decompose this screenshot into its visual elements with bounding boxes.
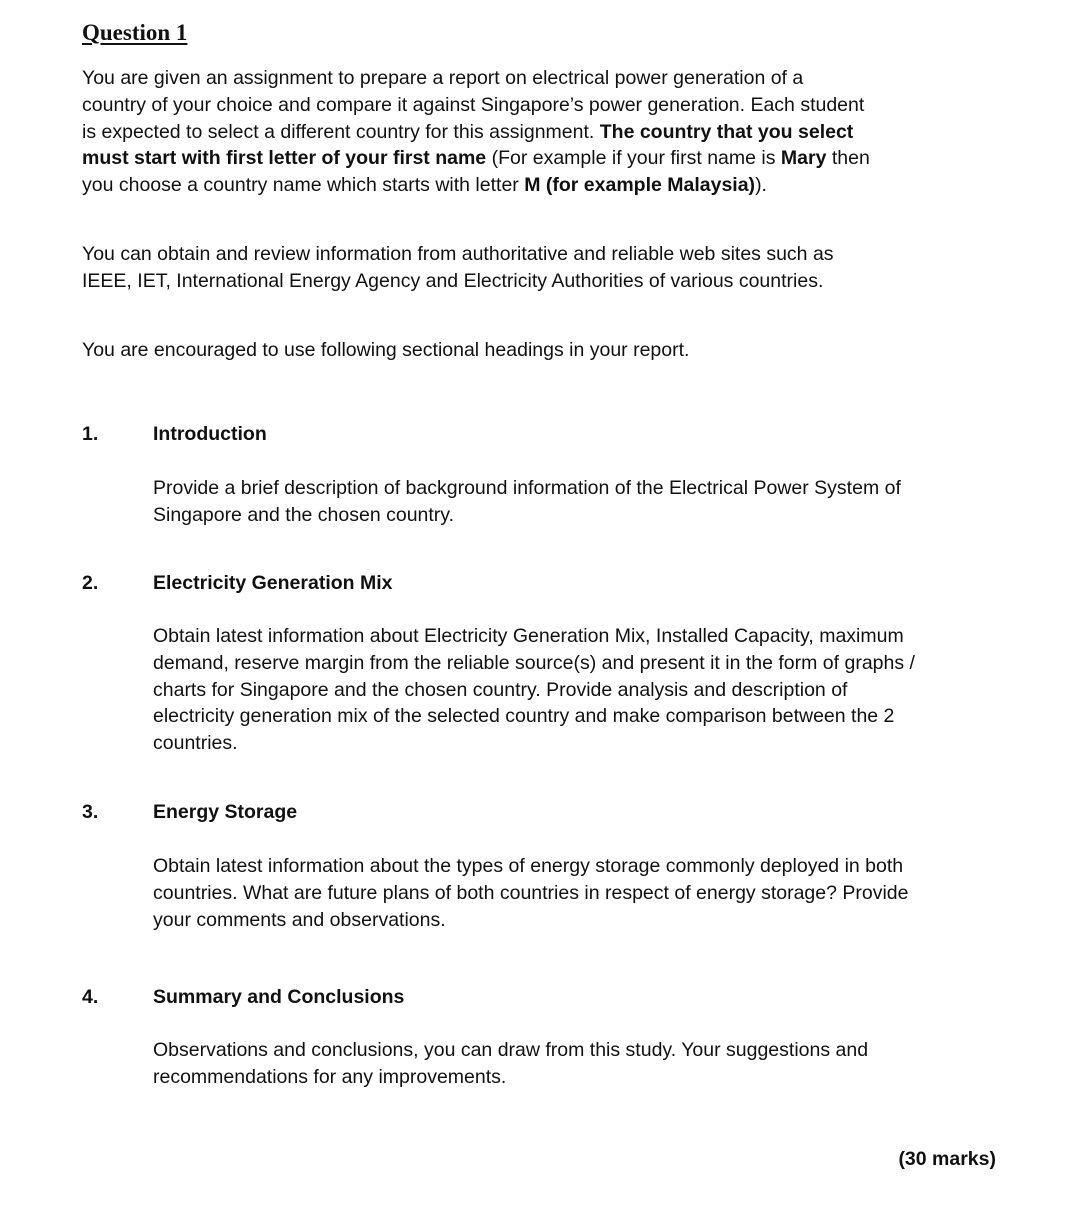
- section-body: Obtain latest information about Electricity Generation Mix, Installed Capacity, maximum demand, reserve margin from the reliable source(s) and present it in the form of graphs / charts for Singapore and the chosen country. Provide analysis and description of electricity generation mix of the selected country and make comparison between the 2 countries.: [153, 625, 915, 755]
- section-number: 1.: [82, 423, 99, 445]
- section-number: 3.: [82, 801, 99, 823]
- section-body: Observations and conclusions, you can draw from this study. Your suggestions and recommendations for any improvements.: [153, 1039, 869, 1088]
- intro-bold-3: M (for example Malaysia): [524, 174, 756, 197]
- section-body: Provide a brief description of background information of the Electrical Power System of Singapore and the chosen country.: [153, 477, 901, 526]
- intro-bold-1: The country that you select must start with first letter of your first name: [82, 120, 854, 170]
- section-heading: Introduction: [153, 423, 267, 445]
- section-heading: Energy Storage: [153, 801, 298, 823]
- intro-bold-2: Mary: [780, 147, 827, 170]
- section-heading: Electricity Generation Mix: [153, 572, 393, 594]
- section-heading: Summary and Conclusions: [153, 986, 405, 1008]
- question-title: Question 1: [82, 20, 188, 45]
- section-number: 4.: [82, 986, 99, 1008]
- intro-paragraph-2: You can obtain and review information from authoritative and reliable web sites such as IEEE, IET, International Energy Agency and Electricity Authorities of various countries.: [82, 243, 834, 292]
- intro-text-3: then you choose a country name which starts with letter: [82, 147, 870, 197]
- section-body: Obtain latest information about the types of energy storage commonly deployed in both countries. What are future plans of both countries in respect of energy storage? Provide your comments and observations.: [153, 855, 909, 931]
- intro-paragraph-3: You are encouraged to use following sectional headings in your report.: [82, 339, 690, 361]
- section-number: 2.: [82, 572, 99, 594]
- marks-label: (30 marks): [898, 1148, 996, 1170]
- intro-text-4: ).: [755, 174, 767, 197]
- intro-text-2: (For example if your first name is: [486, 147, 781, 170]
- intro-paragraph-1: [82, 65, 872, 199]
- intro-text-1: You are given an assignment to prepare a report on electrical power generation of a country of your choice and compare it against Singapore’s power generation. Each student is expected to select a different country for this assignment.: [82, 67, 865, 143]
